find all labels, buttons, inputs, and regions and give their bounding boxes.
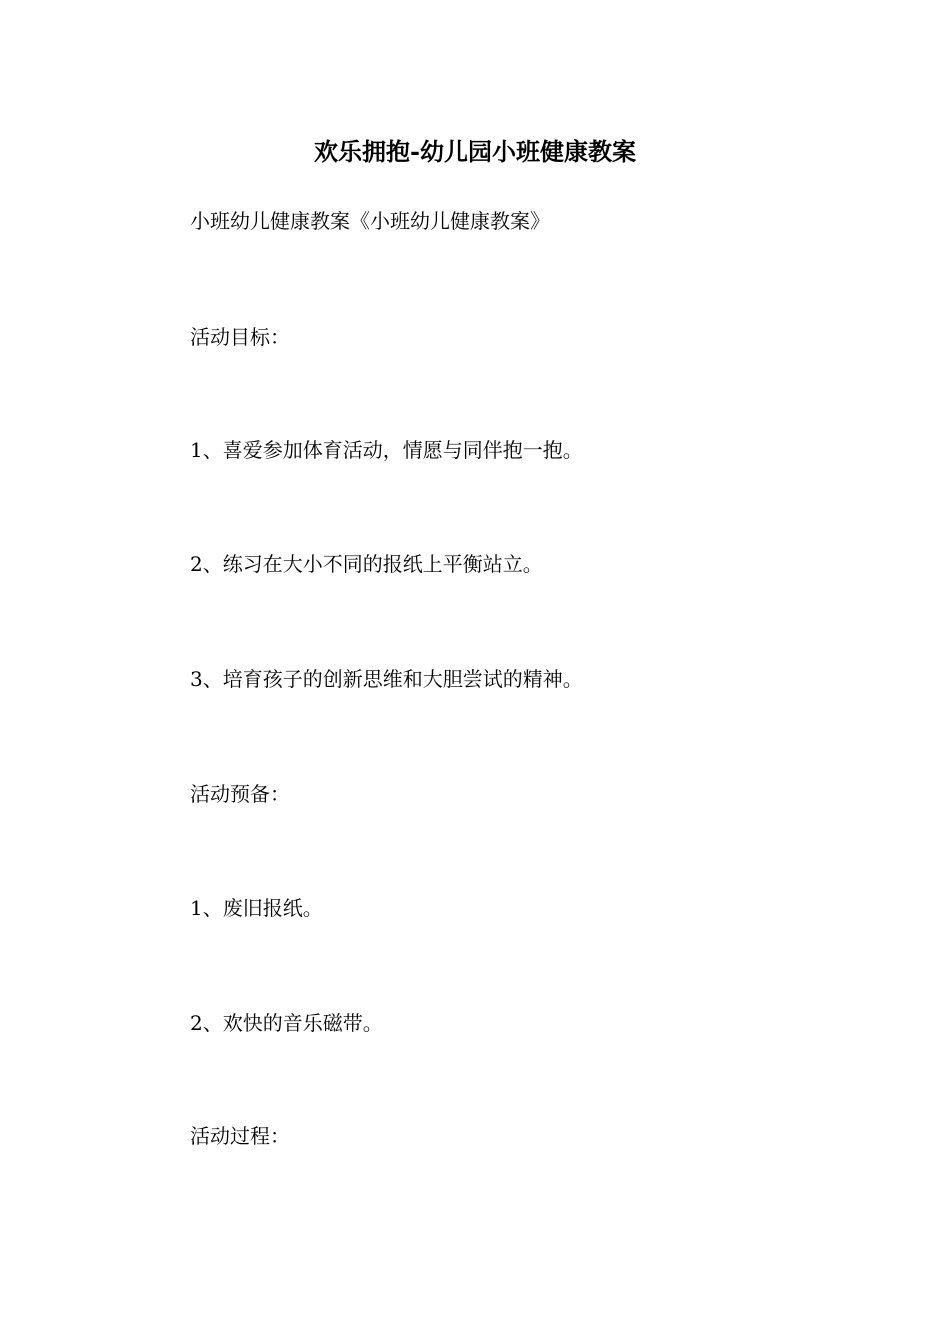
preparation-item-2: 2、欢快的音乐磁带。 [190, 1011, 383, 1035]
preparation-item-1: 1、废旧报纸。 [190, 896, 323, 920]
subtitle-paragraph: 小班幼儿健康教案《小班幼儿健康教案》 [190, 209, 550, 233]
section-heading-goals: 活动目标： [190, 325, 290, 349]
section-heading-process: 活动过程： [190, 1124, 290, 1148]
section-heading-preparation: 活动预备： [190, 782, 290, 806]
goal-item-3: 3、培育孩子的创新思维和大胆尝试的精神。 [190, 667, 583, 691]
document-title: 欢乐拥抱-幼儿园小班健康教案 [314, 137, 636, 166]
goal-item-1: 1、喜爱参加体育活动，情愿与同伴抱一抱。 [190, 438, 583, 462]
goal-item-2: 2、练习在大小不同的报纸上平衡站立。 [190, 552, 543, 576]
